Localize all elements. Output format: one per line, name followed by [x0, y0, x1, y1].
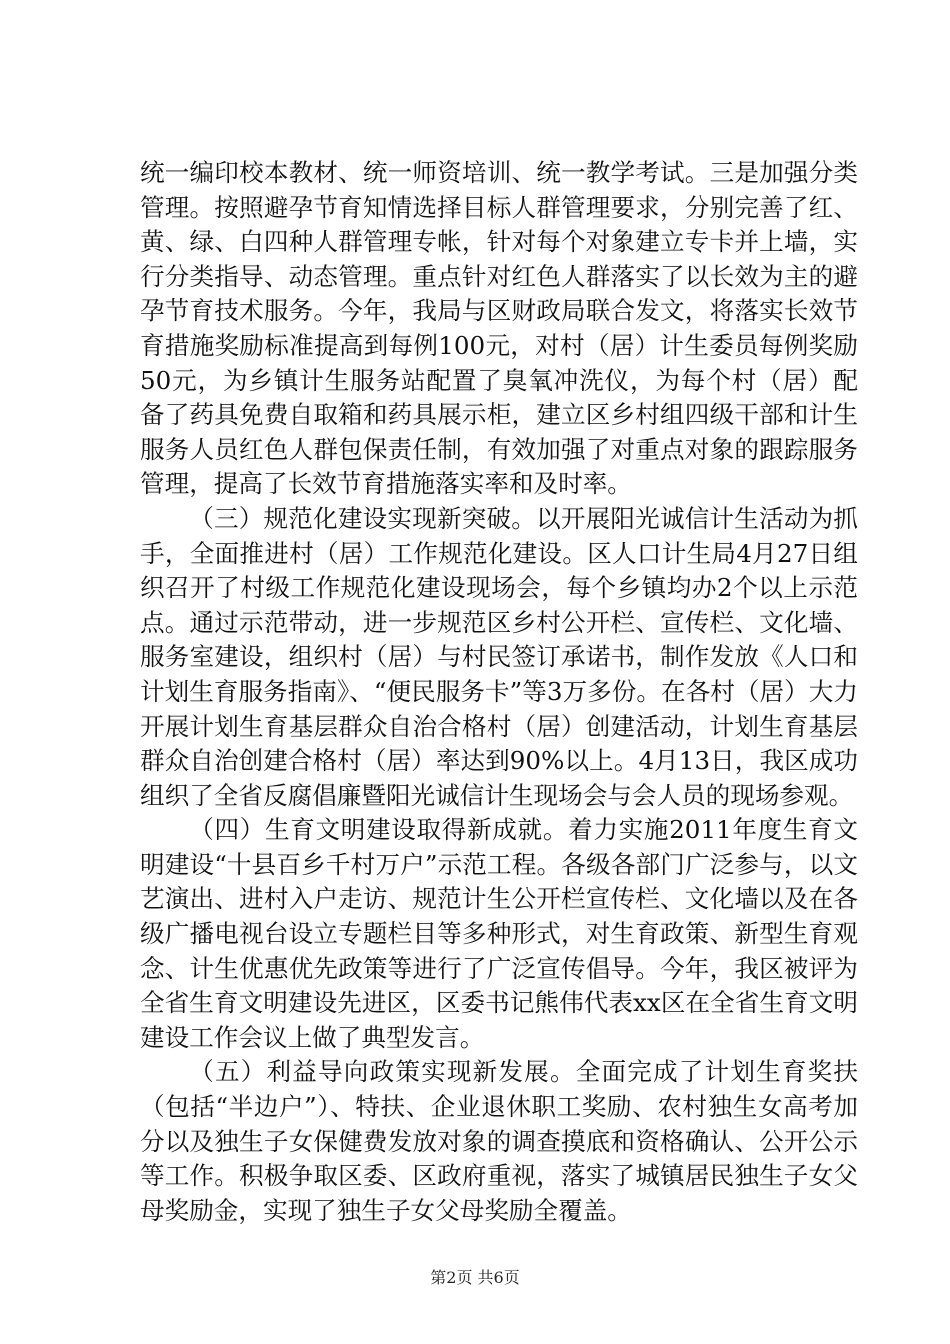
paragraph-section-5: （五）利益导向政策实现新发展。全面完成了计划生育奖扶（包括“半边户”）、特扶、企业退休职工奖励、农村独生女高考加分以及独生子女保健费发放对象的调查摸底和资格确认、公开公示等工作。积极争取区委、区政府重视，落实了城镇居民独生子女父母奖励金，实现了独生子女父母奖励全覆盖。: [140, 1057, 858, 1225]
document-body: [140, 156, 858, 1228]
page-number-footer: 第2页 共6页: [430, 1268, 520, 1287]
paragraph-section-3: （三）规范化建设实现新突破。以开展阳光诚信计生活动为抓手，全面推进村（居）工作规范化建设。区人口计生局4月27日组织召开了村级工作规范化建设现场会，每个乡镇均办2个以上示范点。通过示范带动，进一步规范区乡村公开栏、宣传栏、文化墙、服务室建设，组织村（居）与村民签订承诺书，制作发放《人口和计划生育服务指南》、“便民服务卡”等3万多份。在各村（居）大力开展计划生育基层群众自治合格村（居）创建活动，计划生育基层群众自治创建合格村（居）率达到90%以上。4月13日，我区成功组织了全省反腐倡廉暨阳光诚信计生现场会与会人员的现场参观。: [140, 503, 858, 810]
paragraph-section-4: （四）生育文明建设取得新成就。着力实施2011年度生育文明建设“十县百乡千村万户”示范工程。各级各部门广泛参与，以文艺演出、进村入户走访、规范计生公开栏宣传栏、文化墙以及在各级广播电视台设立专题栏目等多种形式，对生育政策、新型生育观念、计生优惠优先政策等进行了广泛宣传倡导。今年，我区被评为全省生育文明建设先进区，区委书记熊伟代表xx区在全省生育文明建设工作会议上做了典型发言。: [140, 815, 858, 1052]
paragraph-continuation: 统一编印校本教材、统一师资培训、统一教学考试。三是加强分类管理。按照避孕节育知情选择目标人群管理要求，分别完善了红、黄、绿、白四种人群管理专帐，针对每个对象建立专卡并上墙，实行分类指导、动态管理。重点针对红色人群落实了以长效为主的避孕节育技术服务。今年，我局与区财政局联合发文，将落实长效节育措施奖励标准提高到每例100元，对村（居）计生委员每例奖励50元，为乡镇计生服务站配置了臭氧冲洗仪，为每个村（居）配备了药具免费自取箱和药具展示柜，建立区乡村组四级干部和计生服务人员红色人群包保责任制，有效加强了对重点对象的跟踪服务管理，提高了长效节育措施落实率和及时率。: [140, 158, 858, 499]
